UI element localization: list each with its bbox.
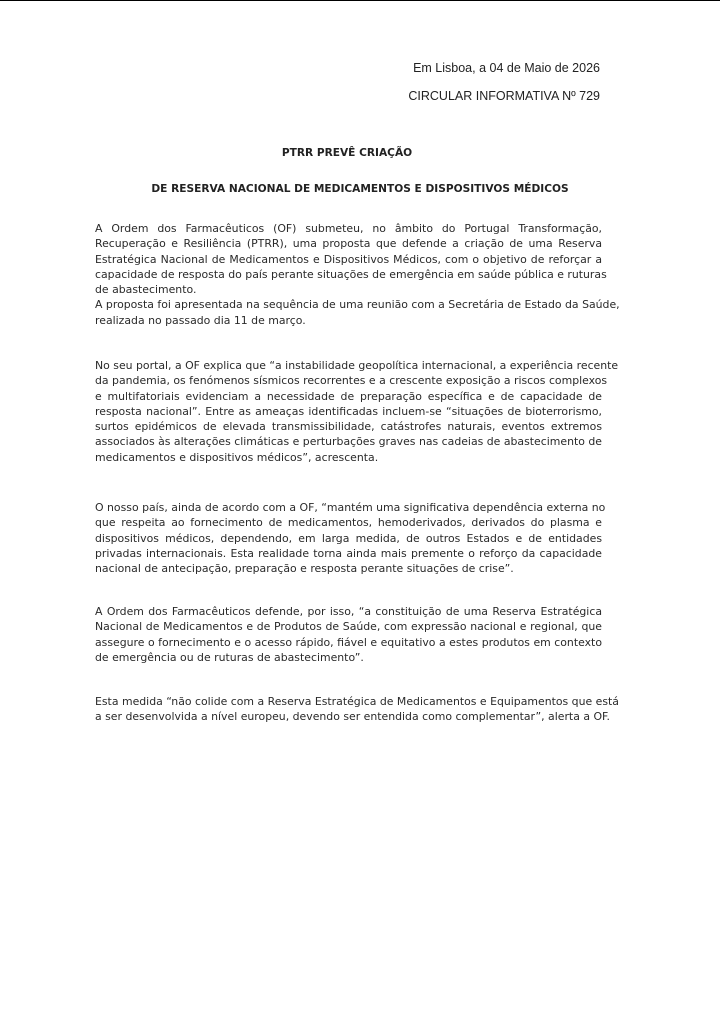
- paragraph-line: O nosso país, ainda de acordo com a OF, “mantém uma significativa dependência externa no: [95, 501, 606, 514]
- title-line-2: DE RESERVA NACIONAL DE MEDICAMENTOS E DISPOSITIVOS MÉDICOS: [151, 183, 569, 195]
- paragraph-line: A Ordem dos Farmacêuticos (OF) submeteu, no âmbito do Portugal Transformação,: [95, 222, 602, 235]
- paragraph-line: A proposta foi apresentada na sequência de uma reunião com a Secretária de Estado da Saúde,: [95, 298, 620, 312]
- paragraph-line: nacional de antecipação, preparação e resposta perante situações de crise”.: [95, 562, 514, 576]
- paragraph-line: a ser desenvolvida a nível europeu, devendo ser entendida como complementar”, alerta a OF.: [95, 710, 611, 724]
- paragraph-line: realizada no passado dia 11 de março.: [95, 313, 306, 327]
- paragraph-line: dispositivos médicos, dependendo, em larga medida, de outros Estados e de entidades: [95, 531, 602, 545]
- paragraph-line: assegure o fornecimento e o acesso rápido, fiável e equitativo a estes produtos em contexto: [95, 635, 602, 649]
- paragraph-line: capacidade de resposta do país perante situações de emergência em saúde pública e ruturas: [95, 267, 607, 281]
- paragraph-line: e multifatoriais evidenciam a necessidade de preparação específica e de capacidade de: [95, 389, 602, 403]
- paragraph-line: que respeita ao fornecimento de medicamentos, hemoderivados, derivados do plasma e: [95, 516, 602, 530]
- title-line-1: PTRR PREVÊ CRIAÇÃO: [281, 147, 413, 159]
- paragraph-1: [95, 221, 620, 328]
- paragraph-line: A Ordem dos Farmacêuticos defende, por isso, “a constituição de uma Reserva Estratégica: [95, 605, 602, 618]
- paragraph-line: associados às alterações climáticas e perturbações graves nas cadeias de abastecimento de: [95, 435, 602, 449]
- paragraph-4: [95, 604, 602, 665]
- paragraph-line: de emergência ou de ruturas de abastecimento”.: [95, 650, 364, 664]
- date-line: Em Lisboa, a 04 de Maio de 2026: [413, 61, 600, 75]
- paragraph-line: medicamentos e dispositivos médicos”, acrescenta.: [95, 450, 379, 464]
- paragraph-line: de abastecimento.: [95, 283, 197, 297]
- paragraph-line: Nacional de Medicamentos e de Produtos de Saúde, com expressão nacional e regional, que: [95, 620, 602, 634]
- paragraph-line: surtos epidémicos de elevada transmissibilidade, catástrofes naturais, eventos extremos: [95, 420, 602, 434]
- paragraph-line: No seu portal, a OF explica que “a instabilidade geopolítica internacional, a experiência recente: [95, 359, 619, 372]
- paragraph-line: Esta medida “não colide com a Reserva Estratégica de Medicamentos e Equipamentos que está: [95, 695, 619, 708]
- document-header: [408, 61, 600, 106]
- paragraph-5: [95, 694, 619, 725]
- paragraph-3: [95, 500, 606, 576]
- circular-number: CIRCULAR INFORMATIVA Nº 729: [408, 89, 600, 103]
- paragraph-line: Estratégica Nacional de Medicamentos e Dispositivos Médicos, com o objetivo de reforçar a: [95, 252, 602, 266]
- paragraph-2: [95, 358, 619, 465]
- top-border-line: [0, 0, 720, 1]
- paragraph-line: Recuperação e Resiliência (PTRR), uma proposta que defende a criação de uma Reserva: [95, 237, 602, 251]
- paragraph-line: privadas internacionais. Esta realidade torna ainda mais premente o reforço da capacidade: [95, 546, 602, 560]
- paragraph-line: da pandemia, os fenómenos sísmicos recorrentes e a crescente exposição a riscos complexos: [95, 374, 608, 388]
- paragraph-line: resposta nacional”. Entre as ameaças identificadas incluem-se “situações de bioterrorismo,: [95, 404, 602, 418]
